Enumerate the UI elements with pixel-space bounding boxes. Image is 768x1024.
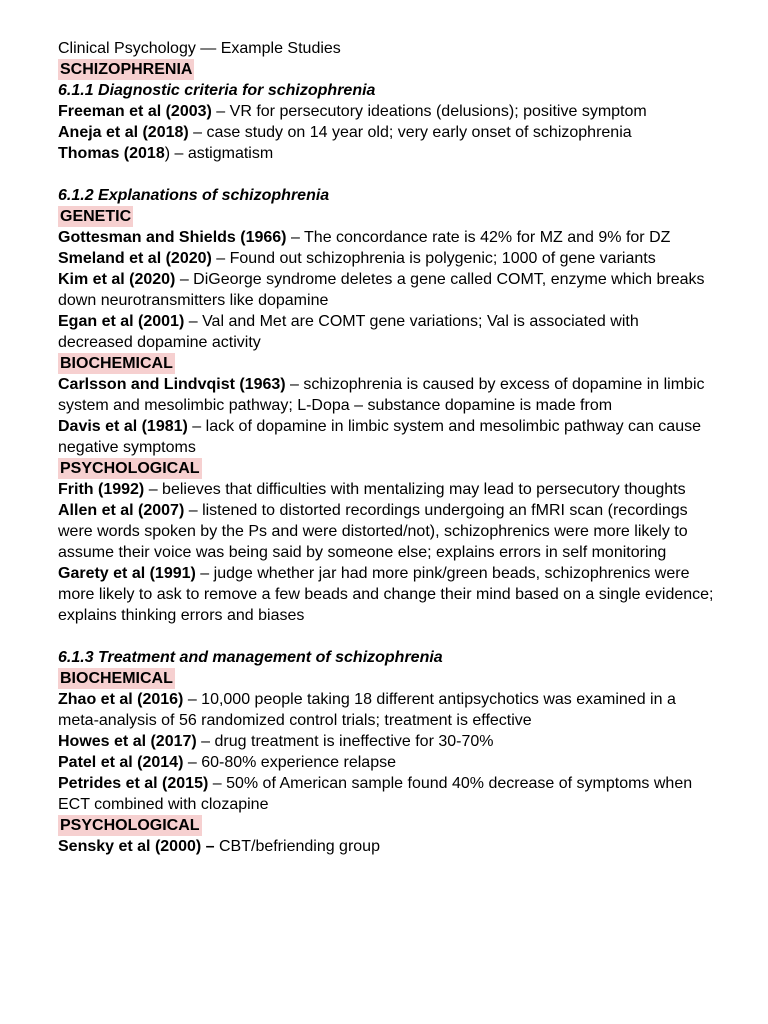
study-description: ) – astigmatism	[164, 145, 274, 162]
study-description: – listened to distorted recordings undergoing an fMRI scan (recordings were words spoken by the Ps and were distorted/not), schizophrenics were more likely to assume their voice was being said by someone else; explains errors in self monitoring	[58, 502, 688, 561]
study-description: – DiGeorge syndrome deletes a gene called COMT, enzyme which breaks down neurotransmitters like dopamine	[58, 271, 705, 309]
study-author: Gottesman and Shields (1966)	[58, 229, 287, 246]
study-entry	[58, 101, 716, 122]
study-description: – 60-80% experience relapse	[183, 754, 396, 771]
study-entry	[58, 269, 716, 311]
study-description: – judge whether jar had more pink/green beads, schizophrenics were more likely to ask to remove a few beads and change their mind based on a single evidence; explains thinking errors and biases	[58, 565, 714, 624]
category-tag: BIOCHEMICAL	[60, 355, 173, 372]
category-tag: GENETIC	[60, 208, 132, 225]
subsection-heading: 6.1.2 Explanations of schizophrenia	[58, 187, 330, 204]
spacer	[58, 164, 716, 185]
subsection-heading: 6.1.1 Diagnostic criteria for schizophrenia	[58, 82, 376, 99]
study-entry	[58, 416, 716, 458]
category-tag: PSYCHOLOGICAL	[60, 460, 200, 477]
study-description: – case study on 14 year old; very early onset of schizophrenia	[188, 124, 632, 141]
study-author: Egan et al (2001)	[58, 313, 185, 330]
study-description: CBT/befriending group	[214, 838, 380, 855]
category-tag-row	[58, 668, 716, 689]
category-tag: PSYCHOLOGICAL	[60, 817, 200, 834]
section-tag: SCHIZOPHRENIA	[60, 61, 193, 78]
category-tag-row	[58, 353, 716, 374]
study-author: Thomas (2018	[58, 145, 165, 162]
document-content	[58, 59, 716, 857]
document-title: Clinical Psychology — Example Studies	[58, 40, 341, 57]
study-entry	[58, 311, 716, 353]
study-author: Howes et al (2017)	[58, 733, 197, 750]
study-entry	[58, 752, 716, 773]
study-description: – schizophrenia is caused by excess of dopamine in limbic system and mesolimbic pathway; L-Dopa – substance dopamine is made from	[58, 376, 705, 414]
study-description: – Val and Met are COMT gene variations; Val is associated with decreased dopamine activity	[58, 313, 639, 351]
study-author: Smeland et al (2020)	[58, 250, 212, 267]
category-tag-row	[58, 458, 716, 479]
study-description: – Found out schizophrenia is polygenic; 1000 of gene variants	[211, 250, 656, 267]
study-entry	[58, 248, 716, 269]
study-entry	[58, 689, 716, 731]
study-author: Zhao et al (2016)	[58, 691, 184, 708]
study-entry	[58, 836, 716, 857]
study-entry	[58, 773, 716, 815]
study-author: Sensky et al (2000) –	[58, 838, 215, 855]
study-entry	[58, 731, 716, 752]
study-description: – 10,000 people taking 18 different antipsychotics was examined in a meta-analysis of 56 randomized control trials; treatment is effective	[58, 691, 676, 729]
study-author: Patel et al (2014)	[58, 754, 184, 771]
subsection-heading: 6.1.3 Treatment and management of schizophrenia	[58, 649, 443, 666]
study-description: – 50% of American sample found 40% decrease of symptoms when ECT combined with clozapine	[58, 775, 693, 813]
study-entry	[58, 122, 716, 143]
study-entry	[58, 500, 716, 563]
study-author: Freeman et al (2003)	[58, 103, 212, 120]
category-tag-row	[58, 815, 716, 836]
study-author: Allen et al (2007)	[58, 502, 185, 519]
study-entry	[58, 374, 716, 416]
study-description: – lack of dopamine in limbic system and mesolimbic pathway can cause negative symptoms	[58, 418, 701, 456]
study-entry	[58, 227, 716, 248]
section-tag-row	[58, 59, 716, 80]
study-description: – drug treatment is ineffective for 30-70%	[196, 733, 494, 750]
study-author: Garety et al (1991)	[58, 565, 196, 582]
study-description: – VR for persecutory ideations (delusions); positive symptom	[211, 103, 647, 120]
category-tag: BIOCHEMICAL	[60, 670, 173, 687]
study-author: Frith (1992)	[58, 481, 145, 498]
study-description: – believes that difficulties with mentalizing may lead to persecutory thoughts	[144, 481, 686, 498]
spacer	[58, 626, 716, 647]
study-entry	[58, 479, 716, 500]
study-author: Kim et al (2020)	[58, 271, 176, 288]
study-author: Aneja et al (2018)	[58, 124, 189, 141]
study-author: Petrides et al (2015)	[58, 775, 209, 792]
study-entry	[58, 563, 716, 626]
study-author: Carlsson and Lindvqist (1963)	[58, 376, 286, 393]
study-entry	[58, 143, 716, 164]
study-author: Davis et al (1981)	[58, 418, 188, 435]
study-description: – The concordance rate is 42% for MZ and 9% for DZ	[286, 229, 671, 246]
category-tag-row	[58, 206, 716, 227]
